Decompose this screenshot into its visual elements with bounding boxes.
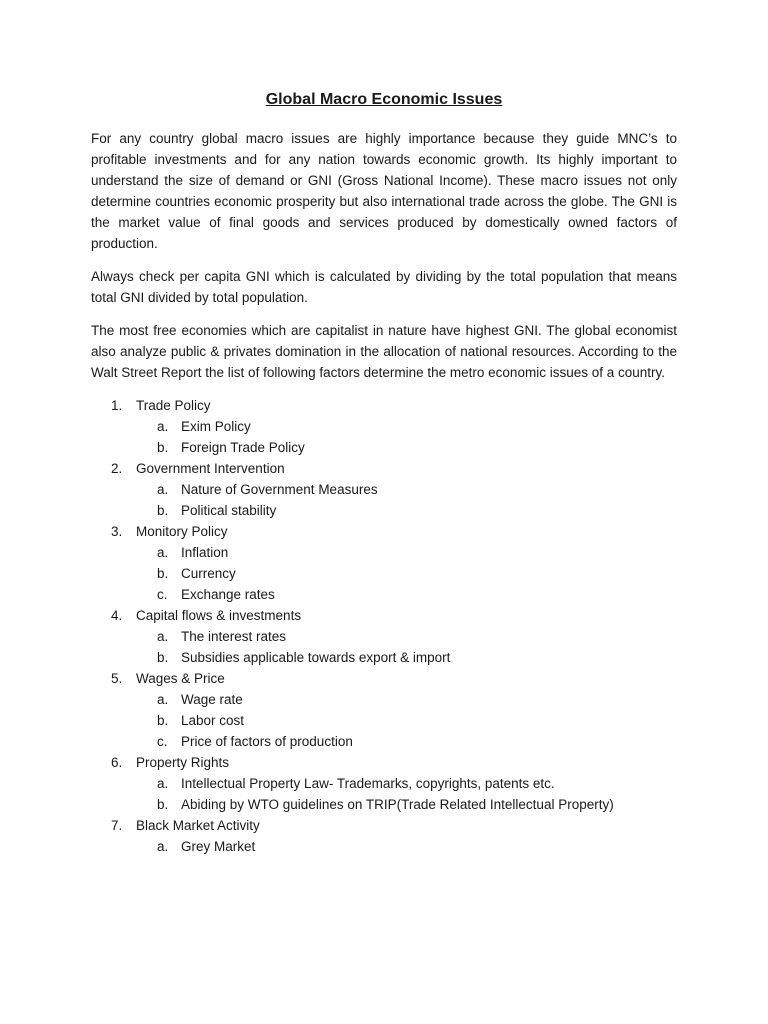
sub-list-item	[136, 563, 677, 584]
list-item-label: Wages & Price	[136, 671, 225, 686]
sub-list-item-letter: a.	[157, 629, 169, 644]
sub-list-item-letter: b.	[157, 440, 169, 455]
sub-list-item-letter: c.	[157, 734, 168, 749]
list-item-number: 4.	[111, 608, 123, 623]
sub-list	[136, 773, 677, 815]
list-item	[91, 815, 677, 857]
list-item-number: 5.	[111, 671, 123, 686]
sub-list-item-letter: a.	[157, 692, 169, 707]
sub-list-item-label: Intellectual Property Law- Trademarks, copyrights, patents etc.	[181, 776, 555, 791]
sub-list-item	[136, 710, 677, 731]
sub-list-item	[136, 437, 677, 458]
sub-list-item	[136, 794, 677, 815]
sub-list-item-label: Abiding by WTO guidelines on TRIP(Trade Related Intellectual Property)	[181, 797, 614, 812]
list-item	[91, 668, 677, 752]
sub-list-item-label: Subsidies applicable towards export & import	[181, 650, 451, 665]
sub-list-item-letter: a.	[157, 776, 169, 791]
list-item	[91, 395, 677, 458]
sub-list-item	[136, 416, 677, 437]
sub-list-item	[136, 584, 677, 605]
sub-list-item	[136, 542, 677, 563]
sub-list-item-letter: b.	[157, 650, 169, 665]
sub-list-item-label: Wage rate	[181, 692, 243, 707]
list-item-label: Capital flows & investments	[136, 608, 302, 623]
sub-list-item	[136, 647, 677, 668]
list-item-number: 3.	[111, 524, 123, 539]
sub-list	[136, 626, 677, 668]
list-item-label: Monitory Policy	[136, 524, 228, 539]
sub-list-item-label: The interest rates	[181, 629, 287, 644]
sub-list-item-letter: a.	[157, 482, 169, 497]
sub-list-item	[136, 500, 677, 521]
sub-list	[136, 416, 677, 458]
sub-list-item-letter: b.	[157, 713, 169, 728]
list-item-number: 2.	[111, 461, 123, 476]
sub-list	[136, 836, 677, 857]
sub-list-item-label: Labor cost	[181, 713, 245, 728]
list-item	[91, 605, 677, 668]
sub-list-item	[136, 773, 677, 794]
paragraph-free-economies: The most free economies which are capitalist in nature have highest GNI. The global economist also analyze public & privates domination in the allocation of national resources. According to the Walt Street Report the list of following factors determine the metro economic issues of a country.	[91, 323, 677, 380]
list-item	[91, 458, 677, 521]
sub-list-item-letter: a.	[157, 419, 169, 434]
sub-list-item-label: Nature of Government Measures	[181, 482, 378, 497]
sub-list-item	[136, 626, 677, 647]
sub-list-item	[136, 479, 677, 500]
sub-list	[136, 542, 677, 605]
sub-list-item-letter: b.	[157, 503, 169, 518]
list-item	[91, 752, 677, 815]
sub-list-item-label: Inflation	[181, 545, 229, 560]
sub-list-item-label: Currency	[181, 566, 236, 581]
sub-list-item-letter: b.	[157, 566, 169, 581]
sub-list-item	[136, 689, 677, 710]
list-item-label: Property Rights	[136, 755, 230, 770]
sub-list-item-label: Exim Policy	[181, 419, 251, 434]
sub-list-item-label: Political stability	[181, 503, 277, 518]
sub-list-item	[136, 731, 677, 752]
sub-list-item-label: Exchange rates	[181, 587, 275, 602]
sub-list-item-label: Grey Market	[181, 839, 256, 854]
sub-list-item-letter: a.	[157, 839, 169, 854]
list-item-label: Government Intervention	[136, 461, 285, 476]
sub-list-item-label: Price of factors of production	[181, 734, 353, 749]
sub-list-item-letter: b.	[157, 797, 169, 812]
factor-list	[91, 395, 677, 857]
paragraph-per-capita: Always check per capita GNI which is calculated by dividing by the total population that means total GNI divided by total population.	[91, 269, 677, 305]
list-item-label: Trade Policy	[136, 398, 211, 413]
list-item	[91, 521, 677, 605]
page-title: Global Macro Economic Issues	[265, 91, 503, 108]
sub-list	[136, 689, 677, 752]
list-item-label: Black Market Activity	[136, 818, 260, 833]
sub-list-item	[136, 836, 677, 857]
sub-list	[136, 479, 677, 521]
list-item-number: 1.	[111, 398, 123, 413]
sub-list-item-letter: c.	[157, 587, 168, 602]
list-item-number: 6.	[111, 755, 123, 770]
sub-list-item-label: Foreign Trade Policy	[181, 440, 305, 455]
list-item-number: 7.	[111, 818, 123, 833]
sub-list-item-letter: a.	[157, 545, 169, 560]
document-page	[91, 88, 677, 857]
paragraph-intro: For any country global macro issues are highly importance because they guide MNC’s to profitable investments and for any nation towards economic growth. Its highly important to understand the size of demand or GNI (Gross National Income). These macro issues not only determine countries economic prosperity but also international trade across the globe. The GNI is the market value of final goods and services produced by domestically owned factors of production.	[91, 131, 677, 251]
